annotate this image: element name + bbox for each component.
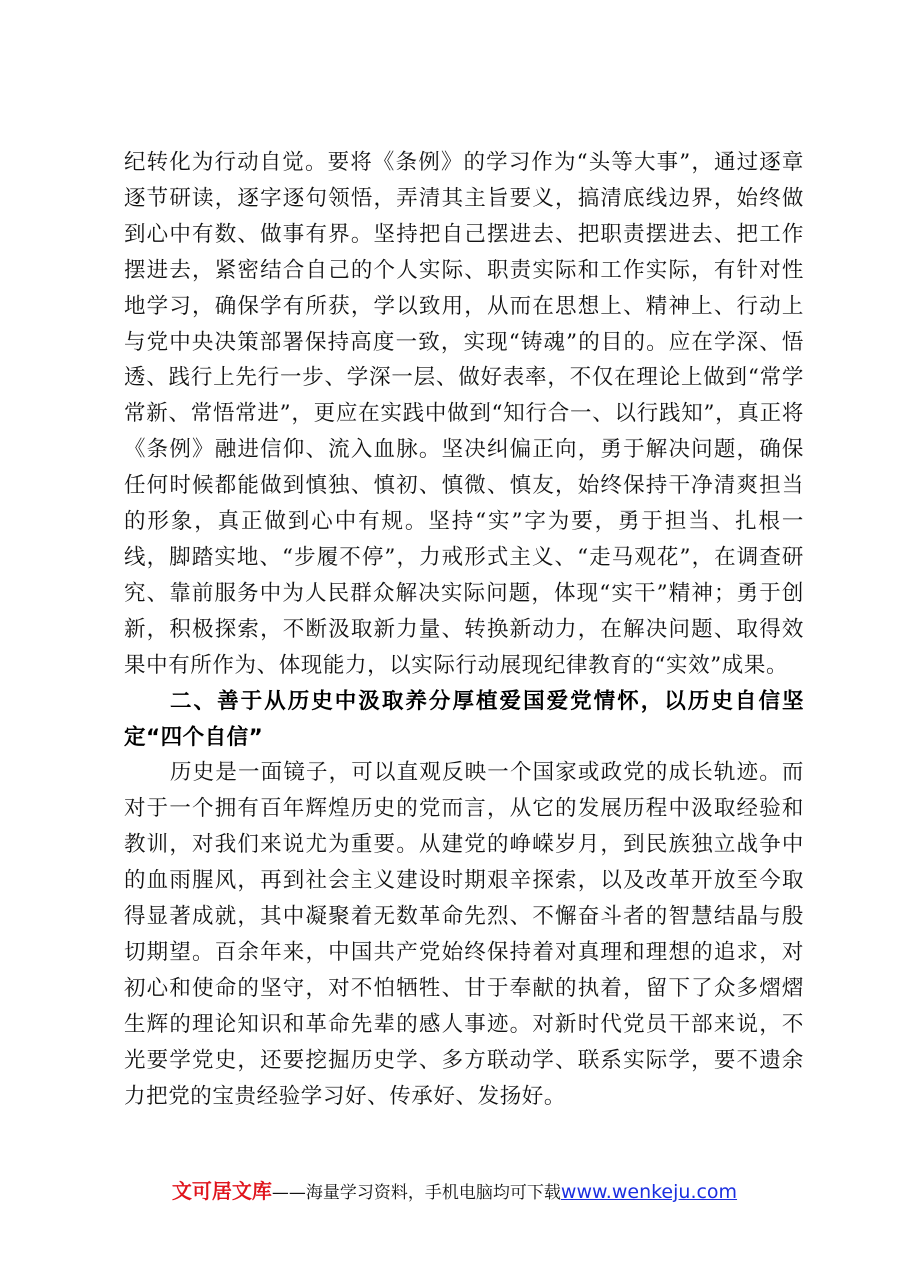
body-paragraph: 历史是一面镜子，可以直观反映一个国家或政党的成长轨迹。而对于一个拥有百年辉煌历史的党而言，从它的发展历程中汲取经验和教训，对我们来说尤为重要。从建党的峥嵘岁月，到民族独立战争中的血雨腥风，再到社会主义建设时期艰辛探索，以及改革开放至今取得显著成就，其中凝聚着无数革命先烈、不懈奋斗者的智慧结晶与殷切期望。百余年来，中国共产党始终保持着对真理和理想的追求，对初心和使命的坚守，对不怕牺牲、甘于奉献的执着，留下了众多熠熠生辉的理论知识和革命先辈的感人事迹。对新时代党员干部来说，不光要学党史，还要挖掘历史学、多方联动学、联系实际学，要不遗余力把党的宝贵经验学习好、传承好、发扬好。 [124,760,804,1109]
document-body [124,145,804,1114]
footer-website-link[interactable]: www.wenkeju.com [560,1181,738,1203]
footer-description: ——海量学习资料，手机电脑均可下载 [271,1183,561,1203]
section-heading: 二、善于从历史中汲取养分厚植爱国爱党情怀，以历史自信坚定“四个自信” [124,688,804,750]
body-paragraph: 纪转化为行动自觉。要将《条例》的学习作为“头等大事”，通过逐章逐节研读，逐字逐句领悟，弄清其主旨要义，搞清底线边界，始终做到心中有数、做事有界。坚持把自己摆进去、把职责摆进去、把工作摆进去，紧密结合自己的个人实际、职责实际和工作实际，有针对性地学习，确保学有所获，学以致用，从而在思想上、精神上、行动上与党中央决策部署保持高度一致，实现“铸魂”的目的。应在学深、悟透、践行上先行一步、学深一层、做好表率，不仅在理论上做到“常学常新、常悟常进”，更应在实践中做到“知行合一、以行践知”，真正将《条例》融进信仰、流入血脉。坚决纠偏正向，勇于解决问题，确保任何时候都能做到慎独、慎初、慎微、慎友，始终保持干净清爽担当的形象，真正做到心中有规。坚持“实”字为要，勇于担当、扎根一线，脚踏实地、“步履不停”，力戒形式主义、“走马观花”，在调查研究、靠前服务中为人民群众解决实际问题，体现“实干”精神；勇于创新，积极探索，不断汲取新力量、转换新动力，在解决问题、取得效果中有所作为、体现能力，以实际行动展现纪律教育的“实效”成果。 [124,150,804,678]
footer-brand-name: 文可居文库 [171,1179,272,1203]
page-footer [0,1175,909,1204]
